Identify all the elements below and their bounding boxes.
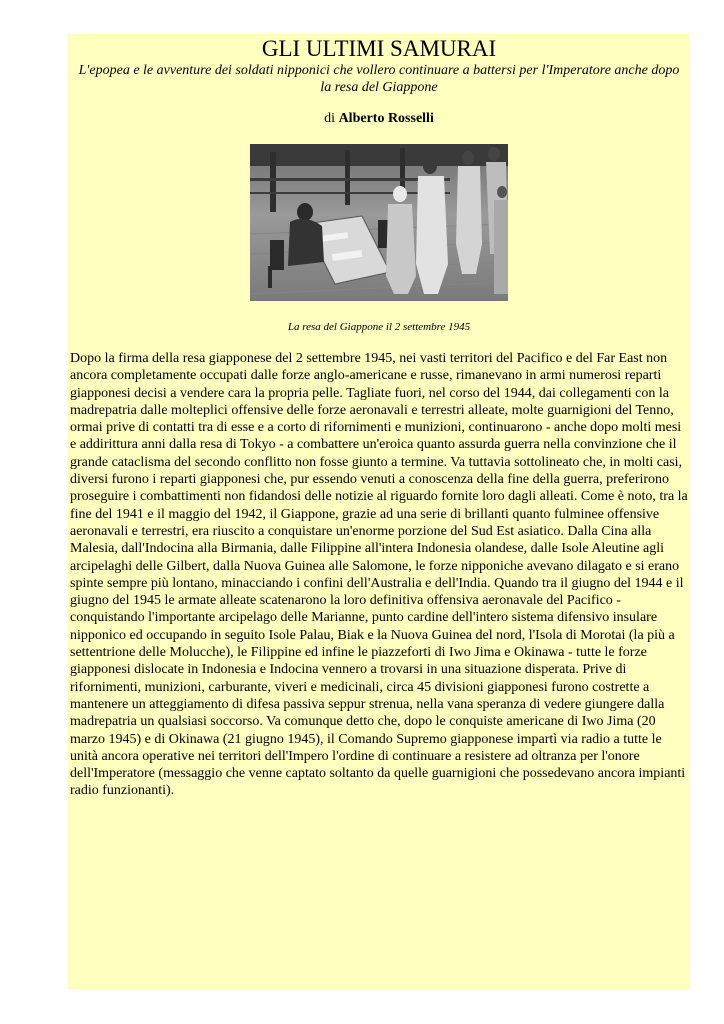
byline-prefix: di xyxy=(324,111,339,126)
article-title: GLI ULTIMI SAMURAI xyxy=(261,36,497,61)
surrender-photo xyxy=(250,144,508,301)
article-subtitle: L'epopea e le avventure dei soldati nipponici che vollero continuare a battersi per l'Imperatore anche dopo la resa del Giappone xyxy=(78,63,680,95)
article-panel xyxy=(68,34,690,989)
byline xyxy=(68,110,690,127)
author-name: Alberto Rosselli xyxy=(338,111,434,126)
photo-caption: La resa del Giappone il 2 settembre 1945 xyxy=(287,321,471,333)
article-body: Dopo la firma della resa giapponese del 2 settembre 1945, nei vasti territori del Pacifico e del Far East non ancora completamente occupati dalle forze anglo-americane e russe, rimanevano in armi numerosi reparti giapponesi decisi a vendere cara la propria pelle. Tagliate fuori, nel corso del 1944, dai collegamenti con la madrepatria dalle molteplici offensive delle forze aeronavali e terrestri alleate, molte guarnigioni del Tenno, ormai prive di contatti tra di esse e a corto di rifornimenti e munizioni, continuarono - anche dopo molti mesi e addirittura anni dalla resa di Tokyo - a combattere un'eroica quanto assurda guerra nella convinzione che il grande cataclisma del secondo conflitto non fosse giunto a termine. Va tuttavia sottolineato che, in molti casi, diversi furono i reparti giapponesi che, pur essendo venuti a conoscenza della fine della guerra, preferirono proseguire i combattimenti non fidandosi delle notizie al riguardo fornite loro dagli alleati. Come è noto, tra la fine del 1941 e il maggio del 1942, il Giappone, grazie ad una serie di brillanti quanto fulminee offensive aeronavali e terrestri, era riuscito a conquistare un'enorme porzione del Sud Est asiatico. Dalla Cina alla Malesia, dall'Indocina alla Birmania, dalle Filippine all'intera Indonesia olandese, dalle Isole Aleutine agli arcipelaghi delle Gilbert, dalla Nuova Guinea alle Salomone, le forze nipponiche avevano dilagato e si erano spinte sempre più lontano, minacciando i confini dell'Australia e dell'India. Quando tra il giugno del 1944 e il giugno del 1945 le armate alleate scatenarono la loro definitiva offensiva aeronavale del Pacifico - conquistando l'importante arcipelago delle Marianne, punto cardine dell'intero sistema difensivo insulare nipponico ed occupando in seguito Isole Palau, Biak e la Nuova Guinea del nord, l'Isola di Morotai (la più a settentrione delle Molucche), le Filippine ed infine le piazzeforti di Iwo Jima e Okinawa - tutte le forze giapponesi dislocate in Indonesia e Indocina vennero a trovarsi in una situazione disperata. Prive di rifornimenti, munizioni, carburante, viveri e medicinali, circa 45 divisioni giapponesi furono costrette a mantenere un atteggiamento di difesa passiva seppur strenua, nella vana speranza di vedere giungere dalla madrepatria un qualsiasi soccorso. Va comunque detto che, dopo le conquiste americane di Iwo Jima (20 marzo 1945) e di Okinawa (21 giugno 1945), il Comando Supremo giapponese impartì via radio a tutte le unità ancora operative nei territori dell'Impero l'ordine di continuare a resistere ad oltranza per l'onore dell'Imperatore (messaggio che venne captato soltanto da quelle guarnigioni che possedevano ancora impianti radio funzionanti). xyxy=(70,351,688,799)
